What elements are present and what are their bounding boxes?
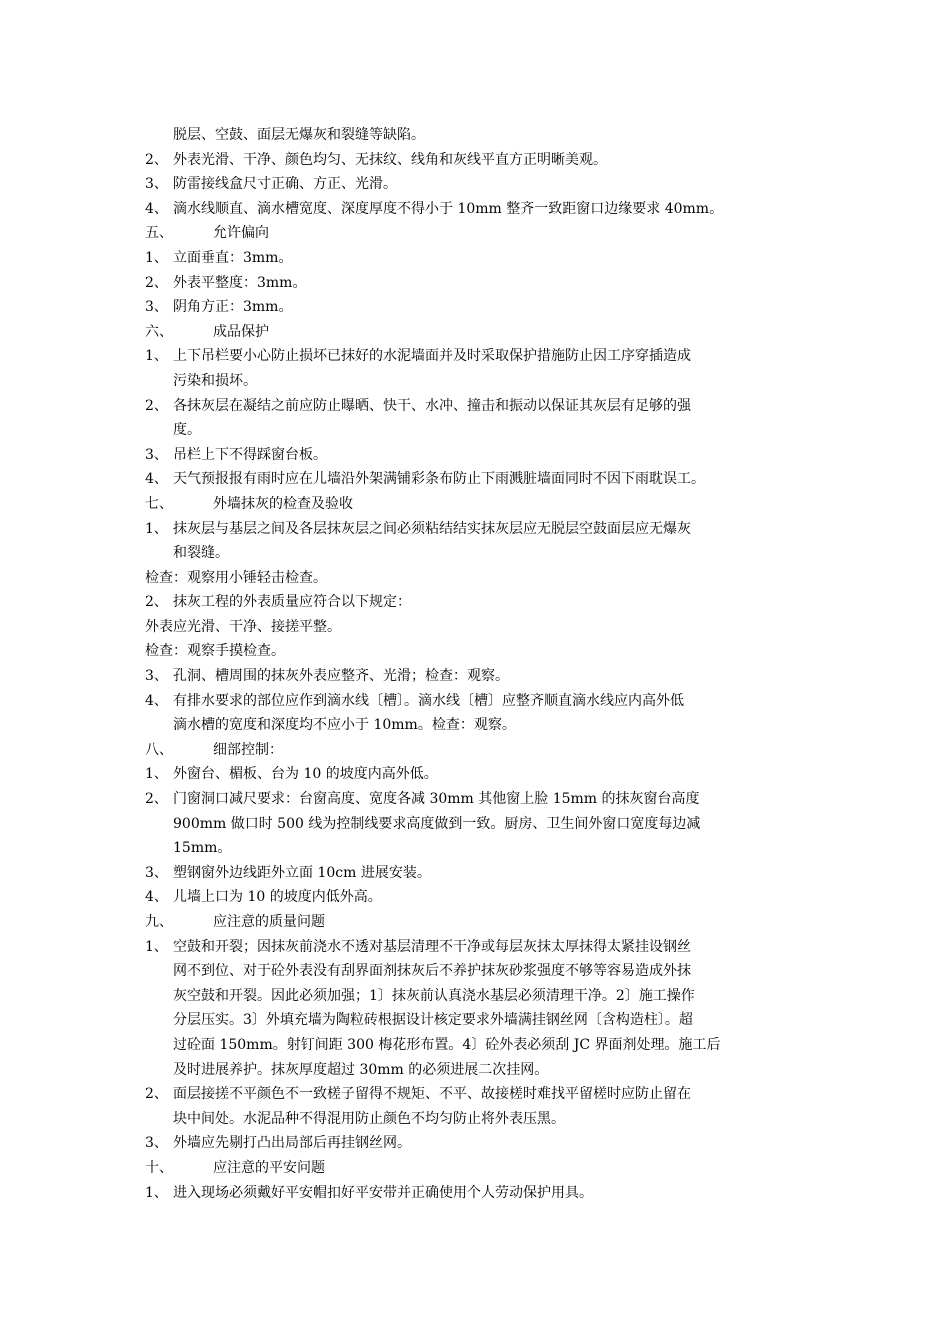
item-number: 3、 [145,668,168,685]
item-text: 进入现场必须戴好平安帽扣好平安带并正确使用个人劳动保护用具。 [173,1184,593,1201]
item-number: 3、 [145,864,168,881]
continuation-line: 脱层、空鼓、面层无爆灰和裂缝等缺陷。 [173,127,425,143]
list-item [145,246,815,271]
list-item [145,517,815,542]
item-number: 3、 [145,446,168,463]
continuation-line: 900mm 做口时 500 线为控制线要求高度做到一致。厨房、卫生间外窗口宽度每边减 [173,815,701,832]
section-heading [145,738,815,763]
item-number: 1、 [145,938,168,955]
section-heading [145,492,815,517]
list-item [145,762,815,787]
item-text: 有排水要求的部位应作到滴水线〔槽〕。滴水线〔槽〕应整齐顺直滴水线应内高外低 [173,692,684,709]
item-text: 阴角方正：3mm。 [173,299,293,316]
item-number: 2、 [145,1086,168,1103]
list-item [145,590,815,615]
item-number: 1、 [145,1184,168,1201]
list-item [145,148,815,173]
item-number: 2、 [145,594,168,611]
item-text: 吊栏上下不得踩窗台板。 [173,446,327,463]
item-text: 外表平整度：3mm。 [173,274,307,291]
list-item [145,344,815,369]
list-item [145,787,815,812]
section-number: 八、 [145,741,173,758]
continuation-line: 及时进展养护。抹灰厚度超过 30mm 的必须进展二次挂网。 [173,1061,549,1078]
list-item [145,689,815,714]
item-text: 孔洞、槽周围的抹灰外表应整齐、光滑；检查：观察。 [173,668,509,685]
item-number: 3、 [145,299,168,316]
item-number: 1、 [145,348,168,365]
item-text: 抹灰层与基层之间及各层抹灰层之间必须粘结结实抹灰层应无脱层空鼓面层应无爆灰 [173,520,691,537]
section-heading [145,221,815,246]
paragraph: 外表应光滑、干净、接搓平整。 [145,618,341,635]
item-number: 2、 [145,151,168,168]
list-item [145,885,815,910]
section-heading [145,320,815,345]
section-number: 六、 [145,323,173,340]
list-item [145,394,815,419]
continuation-line: 灰空鼓和开裂。因此必须加强；1〕抹灰前认真浇水基层必须清理干净。2〕施工操作 [173,987,695,1004]
item-text: 各抹灰层在凝结之前应防止曝晒、快干、水冲、撞击和振动以保证其灰层有足够的强 [173,397,691,414]
section-number: 七、 [145,495,173,512]
item-text: 门窗洞口减尺要求：台窗高度、宽度各减 30mm 其他窗上脸 15mm 的抹灰窗台高度 [173,791,700,808]
list-item [145,861,815,886]
item-number: 2、 [145,791,168,808]
item-number: 1、 [145,520,168,537]
section-title: 细部控制： [213,741,283,758]
section-title: 应注意的平安问题 [213,1159,325,1176]
list-item [145,664,815,689]
section-number: 九、 [145,914,173,930]
item-number: 1、 [145,766,168,783]
item-text: 面层接搓不平颜色不一致槎子留得不规矩、不平、故接槎时难找平留槎时应防止留在 [173,1086,691,1103]
list-item [145,1181,815,1206]
list-item [145,197,815,222]
item-number: 3、 [145,176,168,193]
continuation-line: 滴水槽的宽度和深度均不应小于 10mm。检查：观察。 [173,717,516,734]
continuation-line: 污染和损坏。 [173,372,257,389]
section-title: 允许偏向 [213,225,269,242]
item-text: 上下吊栏要小心防止损坏已抹好的水泥墙面并及时采取保护措施防止因工序穿插造成 [173,348,691,365]
item-number: 1、 [145,249,168,266]
item-number: 2、 [145,397,168,414]
section-title: 外墙抹灰的检查及验收 [213,495,353,512]
paragraph: 检查：观察手摸检查。 [145,643,285,660]
list-item [145,1082,815,1107]
section-heading [145,1156,815,1181]
section-number: 十、 [145,1159,173,1176]
item-number: 4、 [145,889,168,906]
list-item [145,467,815,492]
list-item [145,172,815,197]
section-heading [145,910,815,935]
item-number: 4、 [145,200,168,217]
item-text: 天气预报报有雨时应在儿墙沿外架满铺彩条布防止下雨溅脏墙面同时不因下雨耽误工。 [173,471,705,488]
paragraph: 检查：观察用小锤轻击检查。 [145,569,327,586]
item-text: 塑钢窗外边线距外立面 10cm 进展安装。 [173,864,431,881]
item-number: 2、 [145,274,168,291]
item-number: 4、 [145,471,168,488]
item-text: 空鼓和开裂；因抹灰前浇水不透对基层清理不干净或每层灰抹太厚抹得太紧挂设钢丝 [173,938,691,955]
list-item [145,271,815,296]
continuation-line: 度。 [173,422,201,439]
item-text: 滴水线顺直、滴水槽宽度、深度厚度不得小于 10mm 整齐一致距窗口边缘要求 40mm。 [173,200,724,217]
list-item [145,1131,815,1156]
section-title: 成品保护 [213,323,269,340]
continuation-line: 网不到位、对于砼外表没有刮界面剂抹灰后不养护抹灰砂浆强度不够等容易造成外抹 [173,963,691,980]
section-number: 五、 [145,225,173,242]
item-text: 立面垂直：3mm。 [173,249,293,266]
item-number: 3、 [145,1135,168,1152]
item-text: 儿墙上口为 10 的坡度内低外高。 [173,889,382,906]
continuation-line: 分层压实。3〕外填充墙为陶粒砖根据设计核定要求外墙满挂钢丝网〔含构造柱〕。超 [173,1012,693,1029]
section-title: 应注意的质量问题 [213,914,325,930]
document-page [145,123,815,1205]
continuation-line: 过砼面 150mm。射钉间距 300 梅花形布置。4〕砼外表必须刮 JC 界面剂处理。施工后 [173,1036,721,1053]
item-text: 防雷接线盒尺寸正确、方正、光滑。 [173,176,397,193]
list-item [145,935,815,960]
list-item [145,443,815,468]
list-item [145,295,815,320]
item-number: 4、 [145,692,168,709]
item-text: 抹灰工程的外表质量应符合以下规定： [173,594,411,611]
item-text: 外表光滑、干净、颜色均匀、无抹纹、线角和灰线平直方正明晰美观。 [173,151,607,168]
continuation-line: 和裂缝。 [173,545,229,562]
item-text: 外墙应先剔打凸出局部后再挂钢丝网。 [173,1135,411,1152]
continuation-line: 15mm。 [173,840,232,857]
item-text: 外窗台、楣板、台为 10 的坡度内高外低。 [173,766,438,783]
continuation-line: 块中间处。水泥品种不得混用防止颜色不均匀防止将外表压黑。 [173,1110,565,1127]
